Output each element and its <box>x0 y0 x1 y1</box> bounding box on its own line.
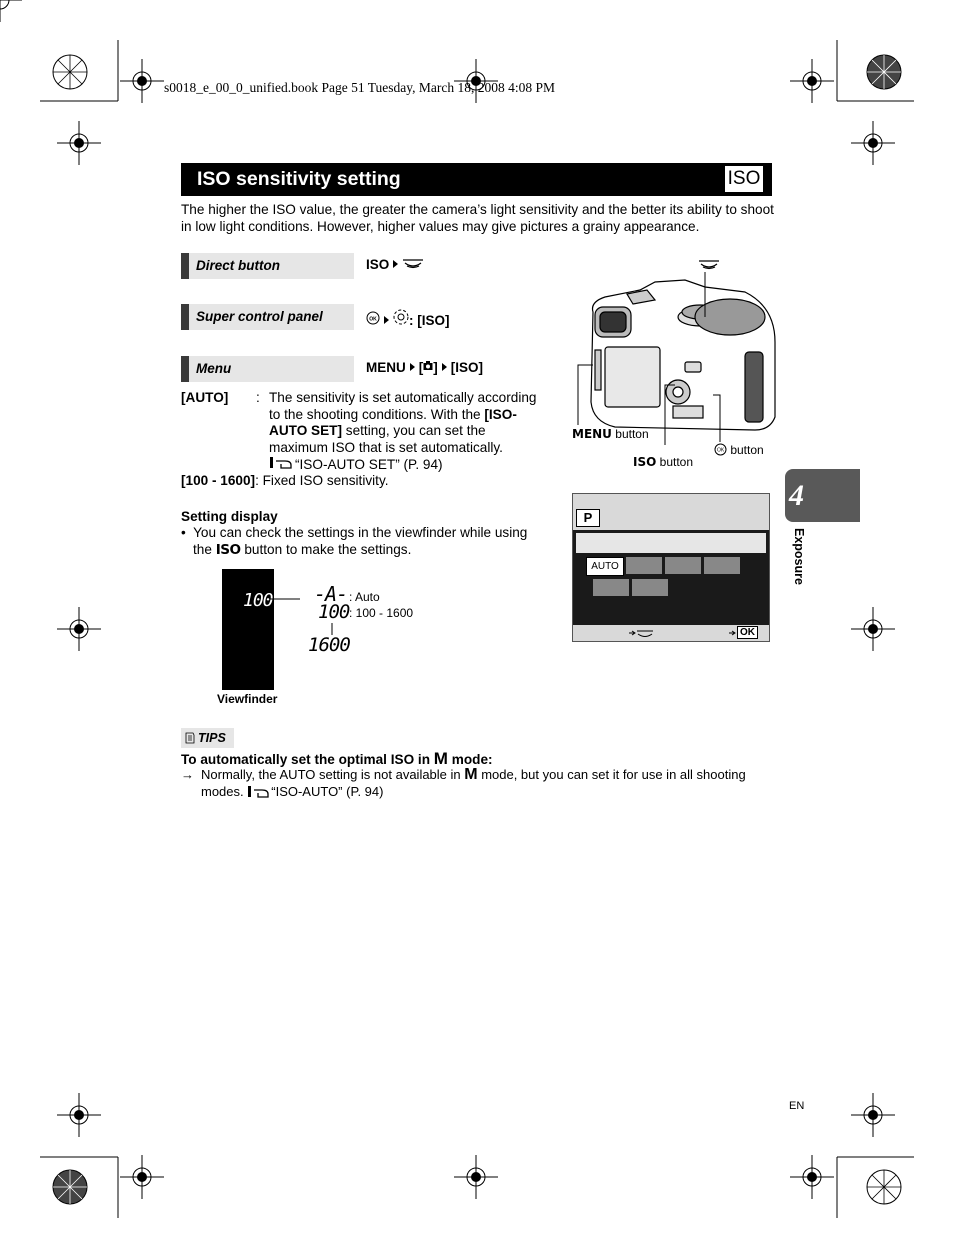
iso-option[interactable] <box>704 557 740 574</box>
intro-paragraph: The higher the ISO value, the greater the camera’s light sensitivity and the better its ability to shoot in low light conditions. However, higher values may give pictures a grainy appearance. <box>181 202 774 234</box>
bullet-line <box>181 542 561 559</box>
svg-text:OK: OK <box>717 447 725 454</box>
iso-option[interactable] <box>626 557 662 574</box>
svg-text:OK: OK <box>369 316 377 323</box>
iso-option[interactable] <box>632 579 668 596</box>
option-range <box>181 473 389 490</box>
dial-icon <box>402 257 424 269</box>
tips-text: “ISO-AUTO” (P. 94) <box>271 783 384 799</box>
reference-icon <box>269 456 295 469</box>
desc-line <box>269 456 559 474</box>
tips-label: TIPS <box>198 731 226 745</box>
tips-line <box>201 784 781 801</box>
iso-menu-text: [ISO] <box>450 360 483 375</box>
option-auto-desc <box>269 390 559 474</box>
mode-m-symbol: M <box>433 749 448 768</box>
desc-line <box>269 407 559 424</box>
viewfinder-caption: Viewfinder <box>217 692 278 706</box>
method-menu-value <box>366 360 483 375</box>
dial-shortcut-icon <box>628 628 654 639</box>
method-super-control-panel <box>181 304 354 330</box>
desc-bold: AUTO SET] <box>269 423 343 438</box>
method-label: Menu <box>196 361 232 376</box>
setting-display-bullet <box>181 525 561 558</box>
tips-text: Normally, the AUTO setting is not available in <box>201 767 465 782</box>
iso-badge: ISO <box>725 166 763 192</box>
method-scp-value <box>366 309 450 328</box>
bracket: ] <box>433 360 438 375</box>
arrow-pad-icon <box>393 309 409 325</box>
page-title: ISO sensitivity setting <box>197 168 401 190</box>
menu-bold: MENU <box>572 427 612 441</box>
desc-text: setting, you can set the <box>342 423 486 438</box>
ok-button-icon <box>714 443 727 456</box>
camera-menu-icon <box>423 360 433 372</box>
desc-text: “ISO-AUTO SET” (P. 94) <box>295 457 443 472</box>
method-menu <box>181 356 354 382</box>
tips-text: modes. <box>201 783 248 799</box>
dial-icon <box>698 258 720 270</box>
ok-key: OK <box>737 626 758 639</box>
desc-line: maximum ISO that is set automatically. <box>269 439 503 455</box>
ok-rest: button <box>727 443 764 457</box>
iso-button-label <box>633 455 693 469</box>
mode-indicator: P <box>576 509 600 527</box>
tips-heading-text: To automatically set the optimal ISO in <box>181 752 434 767</box>
scp-text: : [ISO] <box>409 313 450 328</box>
arrow-right-icon <box>393 260 398 268</box>
desc-text: to the shooting conditions. With the <box>269 406 485 422</box>
iso-option-auto[interactable]: AUTO <box>586 557 624 576</box>
vf-auto-symbol: -A- <box>314 582 348 606</box>
iso-rest: button <box>656 455 694 469</box>
lcd-header <box>573 494 769 530</box>
vf-low-symbol: 100 <box>318 601 350 623</box>
option-auto-key: [AUTO] <box>181 390 229 405</box>
bullet-line: • You can check the settings in the viewfinder while using <box>181 525 528 540</box>
method-direct-button <box>181 253 354 279</box>
tips-text: mode, but you can set it for use in all shooting <box>477 767 746 782</box>
iso-option[interactable] <box>593 579 629 596</box>
desc-line <box>269 423 559 440</box>
desc-bold: [ISO- <box>484 406 517 422</box>
tips-heading <box>181 751 493 769</box>
arrow-right-icon <box>384 316 389 324</box>
desc-line: The sensitivity is set automatically according <box>269 390 537 405</box>
lcd-iso-screen <box>572 493 770 642</box>
menu-rest: button <box>611 427 649 441</box>
bracket: [ <box>418 360 424 375</box>
mode-m-symbol: M <box>464 766 478 783</box>
auto-legend: : Auto <box>349 590 380 604</box>
option-colon: : <box>256 390 260 405</box>
reference-icon <box>247 785 271 798</box>
section-side-label: Exposure <box>792 528 806 585</box>
setting-display-heading: Setting display <box>181 509 278 524</box>
ok-button-label <box>714 443 764 457</box>
tips-body <box>201 767 781 800</box>
tips-badge <box>181 728 234 748</box>
arrow-right-icon <box>442 363 447 371</box>
iso-text: ISO <box>366 257 390 272</box>
chapter-number: 4 <box>789 479 804 512</box>
tips-line <box>201 767 781 784</box>
bullet-text: button to make the settings. <box>240 541 412 557</box>
chapter-tab <box>785 469 860 522</box>
iso-option[interactable] <box>665 557 701 574</box>
lcd-title-row <box>576 533 766 553</box>
iso-bold: ISO <box>633 455 657 469</box>
memo-icon <box>184 732 196 744</box>
method-label: Direct button <box>196 258 280 273</box>
range-legend: : 100 - 1600 <box>349 606 414 620</box>
method-direct-value <box>366 257 424 272</box>
menu-text: MENU <box>366 360 406 375</box>
tips-heading-text: mode: <box>447 752 493 767</box>
method-label: Super control panel <box>196 309 323 324</box>
arrow-right-icon <box>729 629 737 637</box>
ok-button-icon <box>366 311 380 325</box>
bullet-text: the <box>193 541 216 557</box>
language-footer: EN <box>789 1100 805 1112</box>
viewfinder-iso-value: 100 <box>243 590 273 611</box>
tips-arrow: → <box>181 767 194 782</box>
iso-bold: ISO <box>215 541 241 558</box>
range-key: [100 - 1600] <box>181 473 256 488</box>
section-title-bar <box>181 163 772 196</box>
arrow-right-icon <box>410 363 415 371</box>
vf-high-symbol: 1600 <box>308 634 350 656</box>
viewfinder-display <box>222 569 274 690</box>
print-header: s0018_e_00_0_unified.book Page 51 Tuesday, March 18, 2008 4:08 PM <box>164 80 555 95</box>
lcd-footer <box>573 625 769 641</box>
range-desc: : Fixed ISO sensitivity. <box>255 473 389 488</box>
menu-button-label <box>572 427 649 441</box>
bullet-text: You can check the settings in the viewfinder while using <box>193 525 528 540</box>
